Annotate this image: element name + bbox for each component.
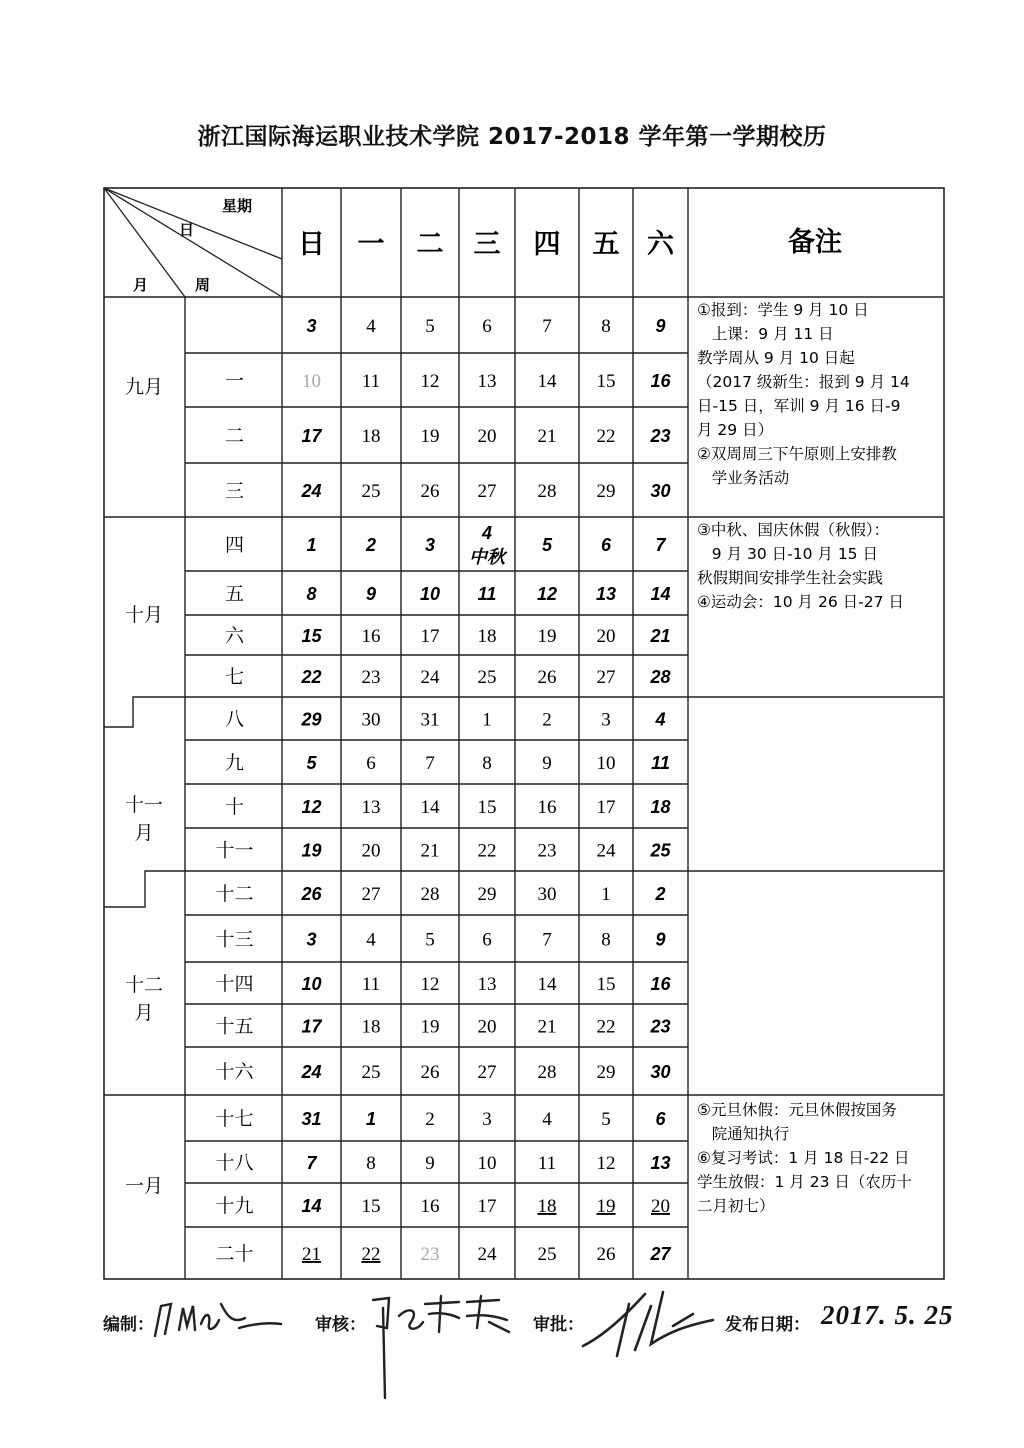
calendar-day: 22: [361, 1244, 381, 1265]
week-number: 二: [224, 425, 245, 447]
calendar-day: 4: [366, 316, 376, 337]
calendar-day: 17: [301, 426, 322, 446]
calendar-day: 25: [650, 840, 671, 861]
weekday-header: 六: [647, 229, 674, 260]
calendar-day: 18: [650, 797, 671, 817]
calendar-day: 11: [477, 584, 497, 604]
remark-line: 日-15 日，军训 9 月 16 日-9: [697, 397, 901, 415]
calendar-day: 9: [365, 584, 377, 604]
week-number: 一: [224, 370, 245, 392]
month-step-divider: [104, 697, 185, 727]
calendar-day: 28: [537, 481, 557, 502]
calendar-day: 8: [306, 584, 317, 604]
week-number: 四: [224, 534, 245, 556]
corner-week-label: 周: [195, 276, 211, 294]
calendar-day: 5: [306, 753, 317, 773]
remark-line: ④运动会：10 月 26 日-27 日: [697, 593, 904, 611]
calendar-day: 18: [477, 626, 497, 647]
calendar-day: 31: [420, 709, 440, 731]
calendar-day: 6: [600, 535, 612, 555]
calendar-day: 9: [655, 316, 666, 336]
calendar-day: 20: [477, 426, 497, 447]
calendar-day: 4: [481, 523, 493, 543]
calendar-day: 9: [542, 753, 552, 774]
calendar-day: 12: [301, 797, 322, 817]
calendar-day: 4: [366, 929, 376, 951]
calendar-day: 22: [596, 426, 616, 447]
calendar-day: 27: [650, 1244, 671, 1264]
release-date: 2017. 5. 25: [821, 1300, 954, 1330]
calendar-day: 25: [537, 1244, 557, 1265]
calendar-day: 10: [477, 1153, 497, 1174]
calendar-day: 30: [537, 884, 557, 905]
week-number: 九: [224, 752, 245, 774]
approver-label: 审批：: [533, 1315, 584, 1335]
remark-line: 学生放假：1 月 23 日（农历十: [697, 1173, 912, 1191]
calendar-day: 21: [302, 1244, 321, 1265]
calendar-day: 14: [537, 974, 557, 995]
calendar-day: 27: [361, 884, 381, 905]
calendar-day: 20: [651, 1196, 670, 1217]
calendar-day: 3: [306, 929, 317, 950]
calendar-day: 2: [365, 535, 377, 555]
calendar-day: 15: [596, 974, 616, 995]
calendar-day: 20: [596, 626, 616, 647]
calendar-day: 21: [420, 840, 440, 862]
calendar-day: 16: [537, 797, 557, 818]
week-number: 十八: [215, 1152, 254, 1174]
calendar-day: 11: [651, 753, 670, 773]
signature-footer: [103, 1300, 963, 1410]
calendar-day: 17: [596, 797, 616, 818]
week-number: 六: [224, 625, 245, 647]
date-label: 发布日期：: [725, 1315, 810, 1335]
calendar-day: 8: [482, 753, 492, 774]
calendar-day: 11: [537, 1153, 557, 1174]
calendar-day: 13: [650, 1153, 671, 1173]
calendar-day: 24: [596, 840, 616, 862]
calendar-day: 23: [650, 1016, 671, 1037]
calendar-day: 21: [537, 426, 557, 447]
calendar-day: 21: [650, 626, 671, 646]
corner-day-label: 日: [179, 221, 195, 239]
calendar-day: 16: [650, 974, 671, 994]
week-number: 十三: [215, 928, 254, 951]
calendar-day: 5: [425, 316, 435, 337]
calendar-day: 14: [650, 584, 671, 604]
month-label: 月: [134, 822, 154, 844]
month-step-divider: [104, 871, 185, 907]
calendar-day: 16: [361, 626, 381, 647]
calendar-day: 18: [361, 426, 381, 447]
month-label: 十一: [124, 794, 164, 816]
calendar-day: 25: [477, 667, 497, 688]
weekday-header: 日: [298, 229, 325, 260]
week-number: 十一: [215, 839, 254, 862]
calendar-day: 17: [477, 1196, 497, 1217]
remark-line: 教学周从 9 月 10 日起: [697, 349, 855, 367]
calendar-day: 28: [537, 1062, 557, 1083]
week-number: 十七: [215, 1108, 254, 1130]
calendar-day: 23: [361, 667, 381, 688]
calendar-day: 16: [650, 371, 671, 391]
month-label: 九月: [124, 376, 164, 398]
weekday-header: 四: [533, 229, 561, 260]
calendar-day: 3: [482, 1109, 492, 1130]
calendar-day: 13: [477, 371, 497, 392]
remark-line: 学业务活动: [697, 469, 790, 487]
calendar-day: 17: [420, 626, 440, 647]
remark-line: 月 29 日）: [697, 421, 774, 439]
calendar-day: 28: [420, 884, 440, 905]
calendar-day: 1: [365, 1109, 377, 1129]
calendar-day: 2: [425, 1109, 435, 1130]
month-label: 十月: [124, 604, 164, 626]
calendar-day: 10: [301, 974, 322, 994]
calendar-day: 19: [420, 1016, 440, 1038]
corner-month-label: 月: [133, 276, 149, 294]
calendar-day: 21: [537, 1016, 557, 1038]
calendar-day: 14: [301, 1196, 322, 1216]
week-number: 七: [224, 666, 245, 688]
calendar-day: 29: [477, 884, 497, 905]
holiday-label: 中秋: [469, 547, 505, 567]
calendar-day: 1: [306, 535, 317, 555]
calendar-day: 5: [425, 929, 435, 951]
calendar-day: 7: [542, 316, 552, 337]
calendar-day: 15: [301, 626, 322, 646]
calendar-day: 29: [596, 1062, 616, 1083]
remark-line: 院通知执行: [697, 1125, 790, 1143]
calendar-day: 7: [655, 535, 666, 555]
calendar-day: 27: [477, 1062, 497, 1083]
page-title: 浙江国际海运职业技术学院 2017-2018 学年第一学期校历: [197, 124, 827, 150]
calendar-day: 18: [361, 1016, 381, 1038]
calendar-day: 10: [302, 371, 321, 392]
calendar-day: 16: [420, 1196, 440, 1217]
calendar-day: 20: [477, 1016, 497, 1038]
remark-line: 二月初七）: [697, 1197, 775, 1215]
calendar-day: 9: [655, 929, 666, 950]
remark-line: ⑤元旦休假：元旦休假按国务: [697, 1101, 897, 1119]
weekday-header: 一: [357, 229, 385, 260]
calendar-day: 3: [306, 316, 317, 336]
week-number: 十四: [215, 973, 254, 995]
calendar-day: 7: [306, 1153, 317, 1173]
calendar-day: 23: [537, 840, 557, 862]
week-number: 八: [224, 708, 245, 731]
calendar-day: 14: [537, 371, 557, 392]
corner-diagonal: [104, 188, 282, 297]
calendar-day: 15: [361, 1196, 381, 1217]
calendar-day: 14: [420, 797, 440, 818]
calendar-day: 8: [601, 929, 611, 951]
calendar-day: 15: [596, 371, 616, 392]
calendar-day: 24: [301, 1062, 322, 1082]
calendar-day: 25: [361, 481, 381, 502]
calendar-day: 8: [601, 316, 611, 337]
calendar-day: 8: [366, 1153, 376, 1174]
calendar-day: 15: [477, 797, 497, 818]
calendar-day: 13: [595, 584, 617, 604]
calendar-day: 27: [477, 481, 497, 502]
calendar-day: 19: [420, 426, 440, 447]
calendar-day: 12: [420, 371, 440, 392]
weekday-header: 五: [592, 229, 620, 260]
calendar-day: 24: [420, 667, 440, 688]
month-label: 十二: [124, 974, 164, 996]
calendar-day: 12: [420, 974, 440, 995]
calendar-day: 19: [537, 626, 557, 647]
remark-line: 9 月 30 日-10 月 15 日: [697, 545, 878, 563]
calendar-day: 29: [596, 481, 616, 502]
calendar-day: 30: [361, 709, 381, 731]
calendar-day: 12: [596, 1153, 616, 1174]
weekday-header: 二: [416, 229, 444, 260]
week-number: 五: [224, 583, 245, 605]
calendar-day: 22: [596, 1016, 616, 1038]
calendar-day: 25: [361, 1062, 381, 1083]
calendar-day: 24: [477, 1244, 497, 1265]
calendar-day: 30: [650, 481, 671, 501]
remark-line: 上课：9 月 11 日: [697, 325, 834, 343]
calendar-day: 9: [425, 1153, 435, 1174]
calendar-day: 2: [542, 709, 552, 731]
calendar-day: 7: [542, 929, 552, 951]
calendar-day: 27: [596, 667, 616, 688]
approver-signature: [573, 1286, 743, 1366]
calendar-day: 20: [361, 840, 381, 862]
month-label: 一月: [124, 1175, 164, 1197]
remark-line: ①报到：学生 9 月 10 日: [697, 301, 869, 319]
week-number: 十二: [215, 883, 254, 905]
calendar-day: 22: [301, 667, 322, 687]
calendar-day: 26: [301, 884, 322, 904]
calendar-day: 10: [419, 584, 441, 604]
calendar-day: 2: [655, 884, 666, 904]
calendar-day: 11: [361, 974, 381, 995]
calendar-day: 22: [477, 840, 497, 862]
calendar-day: 13: [477, 974, 497, 995]
calendar-day: 6: [482, 316, 492, 337]
calendar-day: 26: [420, 1062, 440, 1083]
remark-line: ③中秋、国庆休假（秋假）：: [697, 521, 890, 539]
reviewer-label: 审核：: [315, 1315, 366, 1335]
calendar-day: 26: [420, 481, 440, 502]
calendar-day: 3: [424, 535, 436, 555]
calendar-day: 29: [301, 709, 322, 730]
calendar-day: 17: [301, 1016, 322, 1037]
calendar-day: 1: [601, 884, 611, 905]
calendar-day: 5: [541, 535, 553, 555]
calendar-day: 23: [420, 1244, 440, 1265]
calendar-day: 26: [537, 667, 557, 688]
week-number: 十六: [215, 1061, 254, 1083]
calendar-day: 4: [655, 709, 666, 730]
remark-line: 秋假期间安排学生社会实践: [697, 569, 884, 587]
compiler-signature: [149, 1294, 299, 1344]
week-number: 十五: [215, 1015, 254, 1038]
calendar-day: 7: [425, 753, 435, 774]
remark-line: （2017 级新生：报到 9 月 14: [697, 373, 910, 391]
weekday-header: 三: [473, 229, 501, 260]
calendar-day: 11: [361, 371, 381, 392]
calendar-day: 10: [596, 753, 616, 774]
calendar-grid: [103, 187, 945, 1281]
compiler-label: 编制：: [103, 1315, 154, 1335]
calendar-day: 18: [537, 1196, 557, 1217]
calendar-day: 30: [650, 1062, 671, 1082]
week-number: 十九: [215, 1195, 254, 1217]
calendar-day: 12: [536, 584, 558, 604]
calendar-day: 28: [650, 667, 671, 687]
week-number: 十: [224, 796, 245, 818]
calendar-day: 23: [650, 426, 671, 446]
calendar-day: 13: [361, 797, 381, 818]
calendar-day: 31: [301, 1109, 322, 1129]
calendar-day: 19: [301, 840, 322, 861]
month-label: 月: [134, 1002, 154, 1024]
calendar-day: 6: [482, 929, 492, 951]
week-number: 二十: [215, 1243, 254, 1265]
remark-line: ⑥复习考试：1 月 18 日-22 日: [697, 1149, 910, 1167]
calendar-day: 4: [542, 1109, 552, 1130]
calendar-day: 3: [601, 709, 611, 731]
calendar-day: 6: [655, 1109, 666, 1129]
calendar-day: 26: [596, 1244, 616, 1265]
school-calendar-table: [103, 187, 945, 1281]
calendar-day: 6: [366, 753, 376, 774]
calendar-day: 19: [596, 1196, 616, 1217]
calendar-day: 5: [601, 1109, 611, 1130]
remark-line: ②双周周三下午原则上安排教: [697, 445, 897, 463]
reviewer-signature: [359, 1288, 529, 1408]
calendar-day: 24: [301, 481, 322, 501]
calendar-day: 1: [482, 709, 492, 731]
remarks-header: 备注: [788, 227, 842, 258]
corner-weekday-label: 星期: [222, 197, 253, 215]
week-number: 三: [224, 480, 245, 502]
